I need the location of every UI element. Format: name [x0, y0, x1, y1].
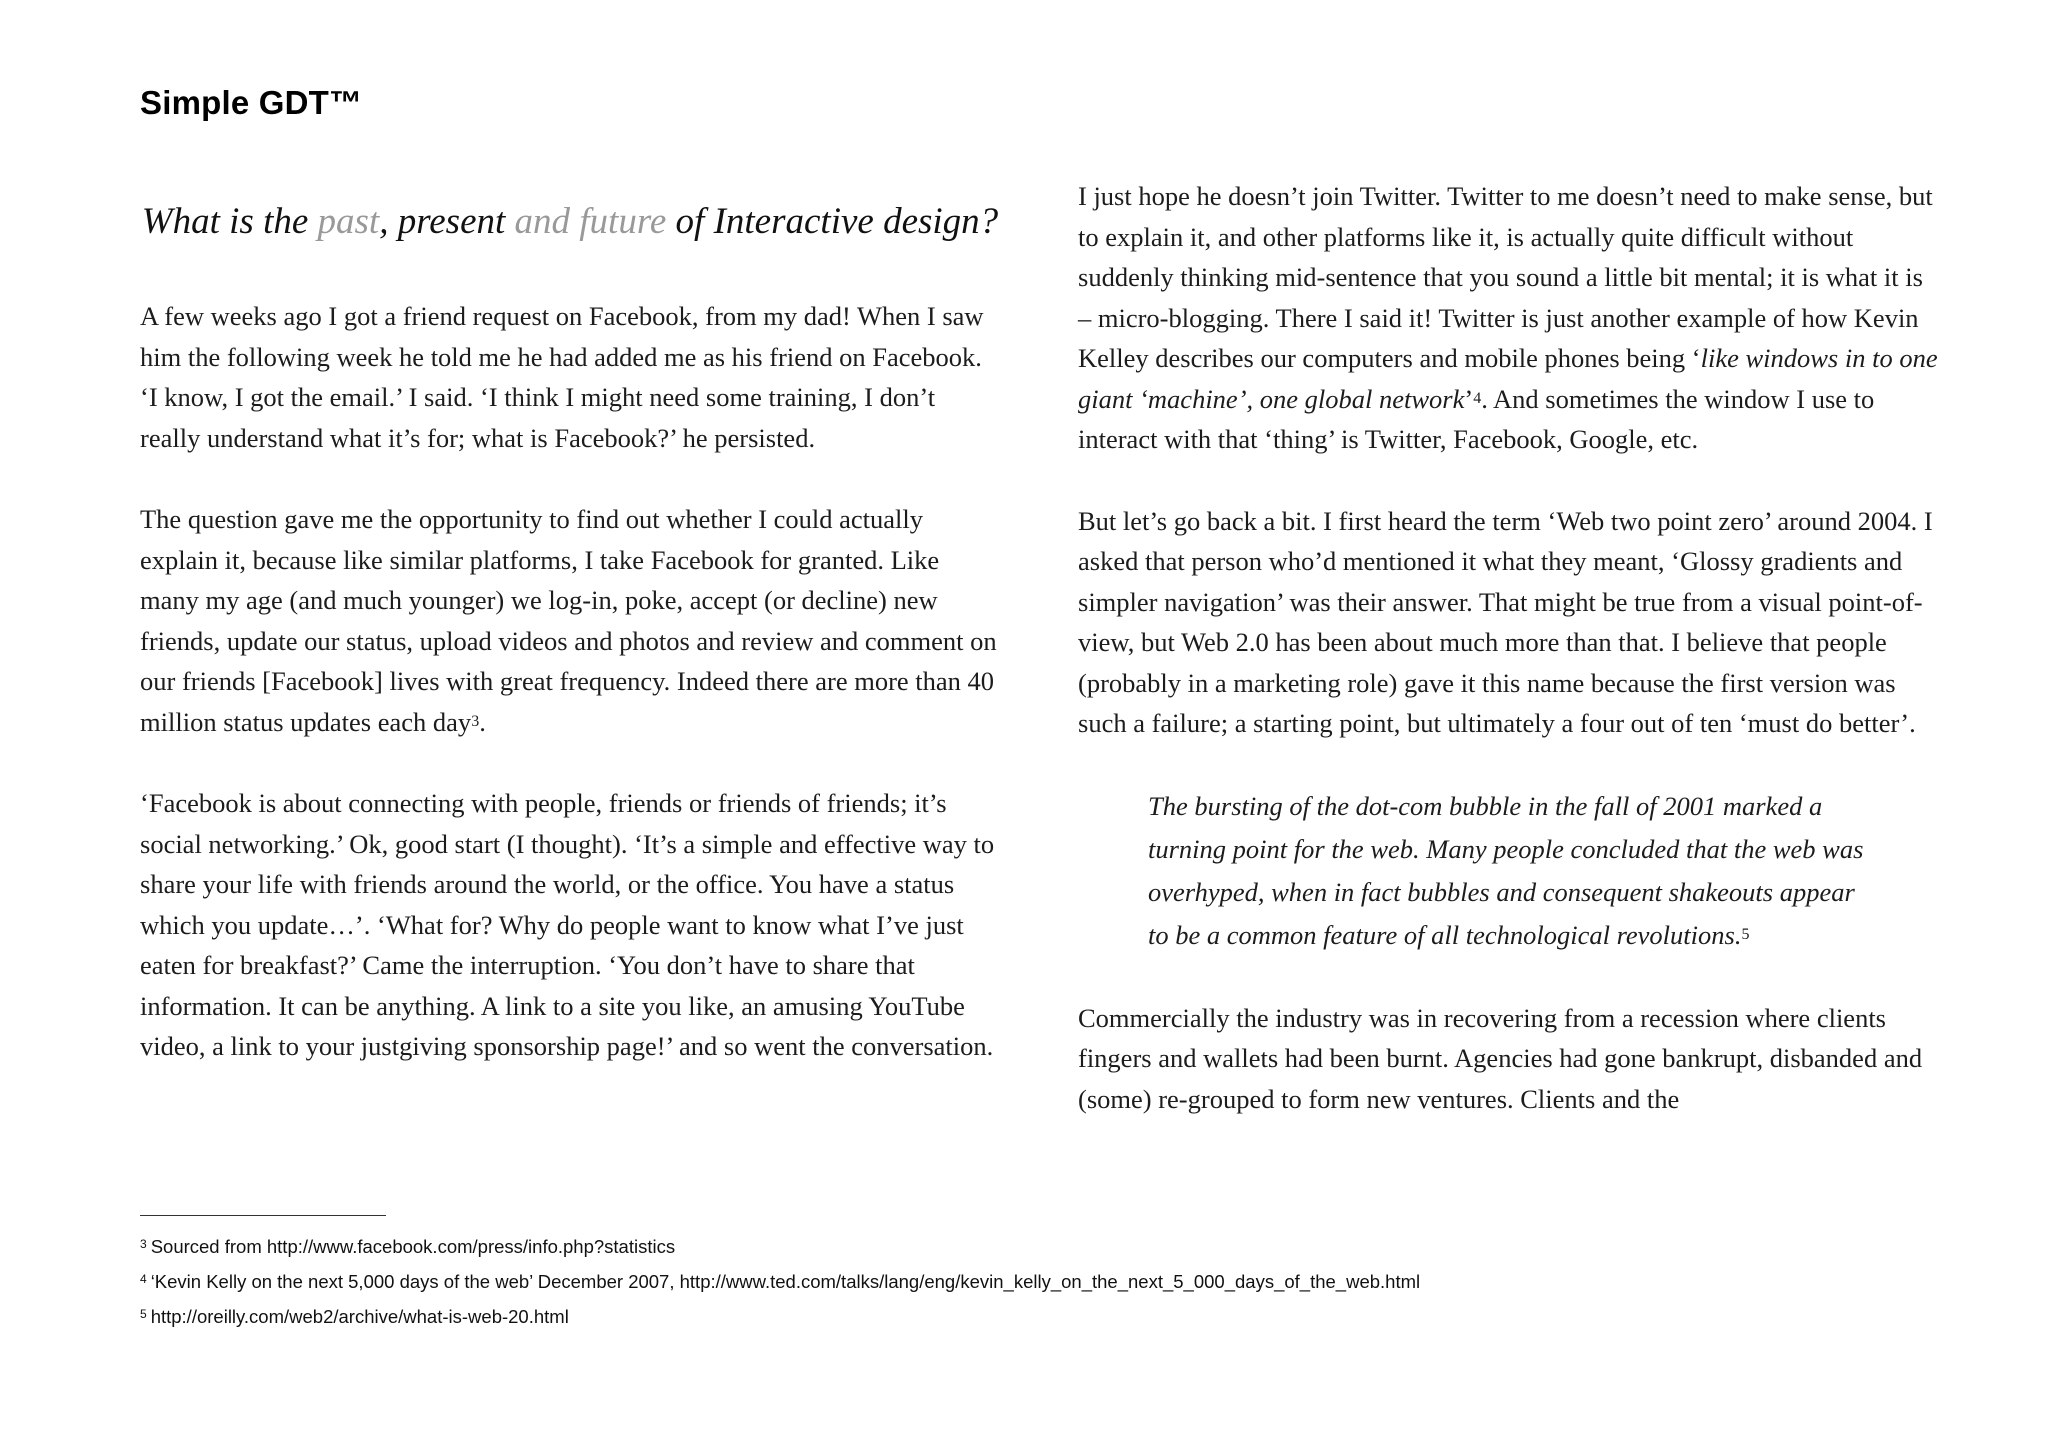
footnote-4 [140, 1264, 1940, 1299]
paragraph-explain-facebook [140, 499, 1000, 742]
footnote-ref-5: 5 [1741, 925, 1750, 943]
paragraph-end: . And sometimes the window I use to interact with that ‘thing’ is Twitter, Facebook, Google, etc. [1078, 383, 1875, 454]
paragraph-dad-friend-request: A few weeks ago I got a friend request on Facebook, from my dad! When I saw him the following week he told me he had added me as his friend on Facebook. ‘I know, I got the email.’ I said. ‘I think I might need some training, I don’t really understand what it’s for; what is Facebook?’ he persisted. [140, 301, 984, 453]
kevin-kelley-quote: like windows in to one giant ‘machine’, one global network [1078, 343, 1938, 414]
paragraph-end: . [479, 706, 486, 737]
paragraph-text: I just hope he doesn’t join Twitter. Twitter to me doesn’t need to make sense, but to explain it, and other platforms like it, is actually quite difficult without suddenly thinking mid-sentence that you sound a little bit mental; it is what it is – micro-blogging. There I said it! Twitter is just another example of how Kevin Kelley describes our computers and mobile phones being ‘ [1078, 181, 1933, 373]
article-heading [140, 176, 1000, 252]
heading-and-future: and future [514, 201, 667, 242]
blockquote-dot-com-bubble [1078, 785, 1938, 957]
heading-text-2: , present [379, 201, 515, 242]
footnote-divider [140, 1215, 386, 1216]
footnote-5 [140, 1299, 1940, 1334]
footnote-number: 3 [140, 1237, 147, 1251]
footnote-3 [140, 1229, 1940, 1264]
footnote-text: http://oreilly.com/web2/archive/what-is-web-20.html [150, 1306, 569, 1327]
paragraph-conversation: ‘Facebook is about connecting with people, friends or friends of friends; it’s social networking.’ Ok, good start (I thought). ‘It’s a simple and effective way to share your life with friends around the world, or the office. You have a status which you update…’. ‘What for? Why do people want to know what I’ve just eaten for breakfast?’ Came the interruption. ‘You don’t have to share that information. It can be anything. A link to a site you like, an amusing YouTube video, a link to your justgiving sponsorship page!’ and so went the conversation. [140, 788, 995, 1061]
footnote-number: 4 [140, 1272, 147, 1286]
paragraph-text: The question gave me the opportunity to find out whether I could actually explain it, because like similar platforms, I take Facebook for granted. Like many my age (and much younger) we log-in, poke, accept (or decline) new friends, update our status, upload videos and photos and review and comment on our friends [Facebook] lives with great frequency. Indeed there are more than 40 million status updates each day [140, 504, 997, 737]
paragraph-twitter [1078, 176, 1938, 460]
footnote-ref-4: 4 [1473, 389, 1482, 407]
footnote-number: 5 [140, 1307, 147, 1321]
heading-text-3: of Interactive design? [666, 201, 999, 242]
heading-past: past [317, 201, 380, 242]
left-column [140, 176, 1000, 1108]
blockquote-text: The bursting of the dot-com bubble in the fall of 2001 marked a turning point for the web. Many people concluded that the web was overhyped, when in fact bubbles and consequent shakeouts appear to be a common feature of all technological revolutions. [1148, 790, 1864, 950]
paragraph-web-two-point-zero: But let’s go back a bit. I first heard the term ‘Web two point zero’ around 2004. I asked that person who’d mentioned it what they meant, ‘Glossy gradients and simpler navigation’ was their answer. That might be true from a visual point-of-view, but Web 2.0 has been about much more than that. I believe that people (probably in a marketing role) gave it this name because the first version was such a failure; a starting point, but ultimately a four out of ten ‘must do better’. [1078, 505, 1933, 738]
right-column [1078, 176, 1938, 1160]
footnote-text: Sourced from http://www.facebook.com/press/info.php?statistics [150, 1236, 676, 1257]
footnotes [140, 1229, 1940, 1334]
document-title: Simple GDT™ [140, 84, 363, 121]
quote-close: ’ [1464, 383, 1474, 414]
footnote-ref-3: 3 [471, 712, 480, 730]
footnote-text: ‘Kevin Kelly on the next 5,000 days of the web’ December 2007, http://www.ted.com/talks/lang/eng/kevin_kelly_on_the_next_5_000_days_of_the_web.html [150, 1271, 1421, 1292]
heading-text-1: What is the [141, 201, 318, 242]
paragraph-recession: Commercially the industry was in recovering from a recession where clients fingers and wallets had been burnt. Agencies had gone bankrupt, disbanded and (some) re-grouped to form new ventures. Clients and the [1078, 1002, 1923, 1114]
